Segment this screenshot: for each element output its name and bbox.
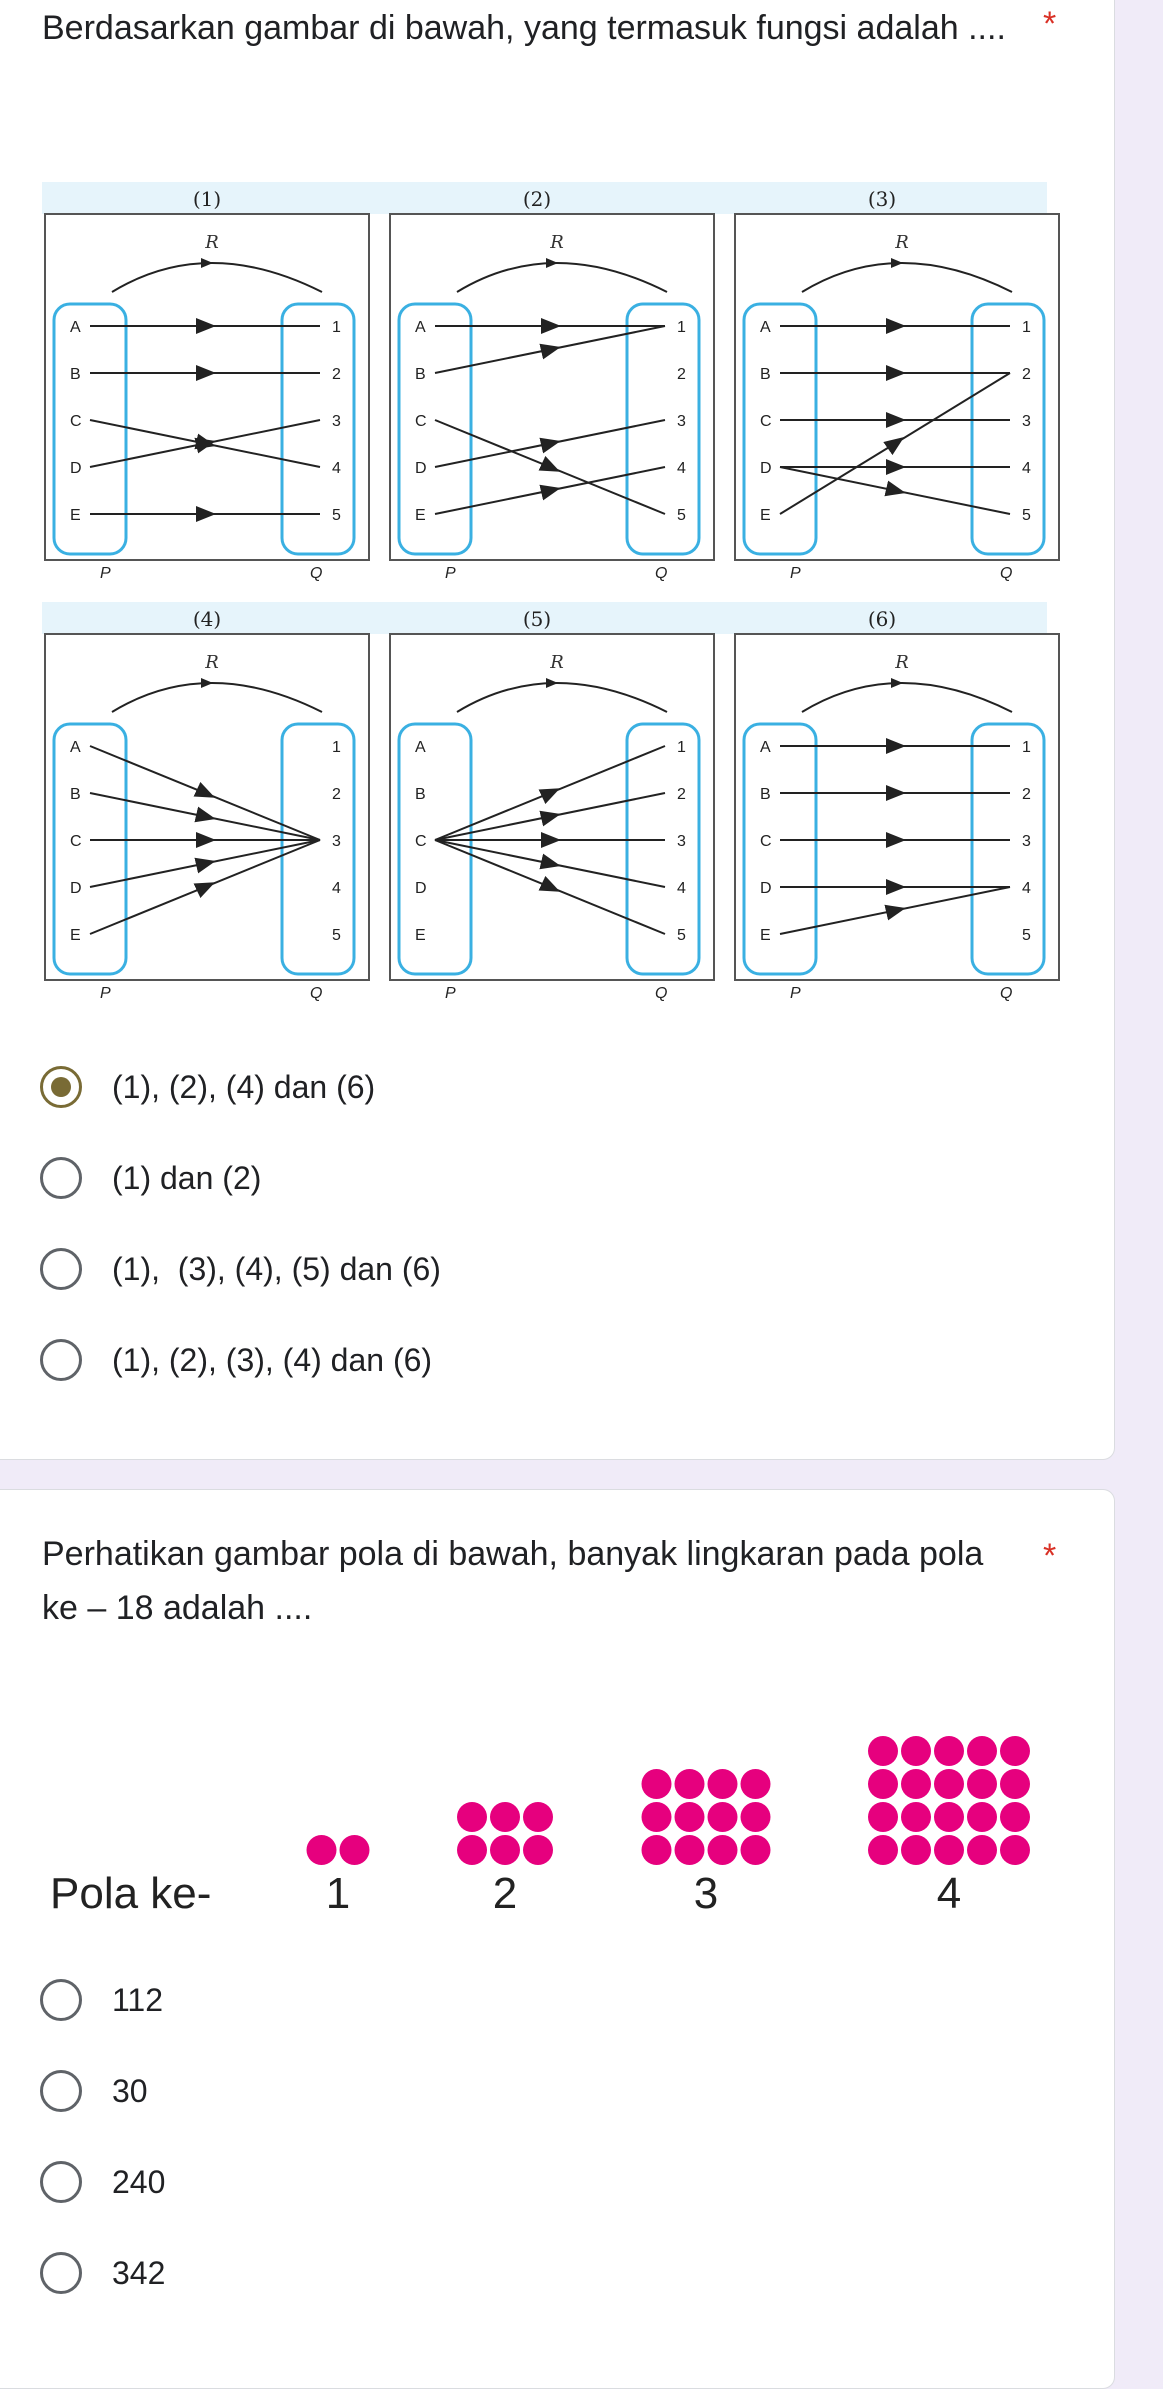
codomain-label: Q (1000, 985, 1012, 1002)
pattern-1 (307, 1835, 370, 1865)
domain-label: P (100, 985, 111, 1002)
diagram-panel-4 (42, 602, 387, 1002)
relation-label: R (204, 652, 219, 673)
domain-element: E (70, 507, 81, 524)
diagram-panel-3 (717, 182, 1059, 582)
mapping-arrowhead (549, 887, 551, 888)
pattern-number: 2 (493, 1869, 517, 1918)
radio-dot (51, 1077, 71, 1097)
mapping-arrowhead (549, 467, 551, 468)
relation-label: R (549, 652, 564, 673)
domain-element: B (760, 366, 771, 383)
option-2[interactable] (40, 1148, 261, 1208)
pattern-dot (675, 1769, 705, 1799)
codomain-element: 3 (332, 833, 341, 850)
codomain-element: 5 (677, 507, 686, 524)
domain-element: E (415, 927, 426, 944)
option-4[interactable] (40, 2243, 165, 2303)
domain-element: B (70, 786, 81, 803)
domain-element: C (70, 833, 82, 850)
pattern-dot (457, 1835, 487, 1865)
pattern-3 (642, 1769, 771, 1865)
option-label: 240 (112, 2164, 165, 2201)
pattern-dot (642, 1835, 672, 1865)
radio-button[interactable] (40, 2161, 82, 2203)
domain-element: C (70, 413, 82, 430)
mapping-arrowhead (894, 443, 896, 444)
codomain-element: 2 (1022, 366, 1031, 383)
panel-frame (45, 634, 369, 980)
option-3[interactable] (40, 2152, 165, 2212)
codomain-element: 3 (677, 833, 686, 850)
domain-element: A (415, 319, 426, 336)
pattern-dot (307, 1835, 337, 1865)
option-label: (1) dan (2) (112, 1160, 261, 1197)
panel-frame (45, 214, 369, 560)
panel-frame (390, 634, 714, 980)
option-4[interactable] (40, 1330, 432, 1390)
diagram-panel-1 (42, 182, 387, 582)
relation-label: R (204, 232, 219, 253)
panel-label: (3) (868, 187, 896, 211)
domain-element: A (415, 739, 426, 756)
domain-element: D (760, 460, 772, 477)
relation-label: R (894, 652, 909, 673)
pattern-dot (708, 1835, 738, 1865)
pattern-dot (642, 1802, 672, 1832)
codomain-element: 1 (332, 319, 341, 336)
question-1-text: Berdasarkan gambar di bawah, yang termasuk fungsi adalah .... (42, 0, 1032, 55)
pattern-number: 1 (326, 1869, 350, 1918)
codomain-label: Q (655, 985, 667, 1002)
option-label: 342 (112, 2255, 165, 2292)
option-1[interactable] (40, 1970, 163, 2030)
pattern-dot (741, 1769, 771, 1799)
pattern-dot (967, 1835, 997, 1865)
option-label: 30 (112, 2073, 148, 2110)
pattern-dot (741, 1835, 771, 1865)
codomain-element: 4 (1022, 880, 1031, 897)
pattern-2 (457, 1802, 553, 1865)
radio-button-selected[interactable] (40, 1066, 82, 1108)
pattern-dot (523, 1802, 553, 1832)
codomain-element: 4 (332, 880, 341, 897)
pattern-dot (708, 1802, 738, 1832)
codomain-element: 2 (332, 366, 341, 383)
domain-element: D (70, 460, 82, 477)
domain-element: C (415, 833, 427, 850)
question-card-2 (0, 1489, 1115, 2389)
domain-element: C (415, 413, 427, 430)
pattern-dot (934, 1769, 964, 1799)
codomain-element: 2 (1022, 786, 1031, 803)
pattern-dot (934, 1736, 964, 1766)
panel-label: (2) (523, 187, 551, 211)
codomain-element: 1 (1022, 319, 1031, 336)
codomain-label: Q (655, 565, 667, 582)
pattern-dot (490, 1835, 520, 1865)
pattern-dot (934, 1835, 964, 1865)
domain-element: A (70, 319, 81, 336)
codomain-element: 5 (1022, 927, 1031, 944)
codomain-element: 5 (677, 927, 686, 944)
domain-label: P (445, 985, 456, 1002)
codomain-element: 1 (677, 739, 686, 756)
domain-element: E (760, 507, 771, 524)
codomain-element: 5 (332, 507, 341, 524)
domain-element: B (760, 786, 771, 803)
pattern-dot (868, 1835, 898, 1865)
option-label: (1), (3), (4), (5) dan (6) (112, 1251, 441, 1288)
dot-pattern-figure (30, 1720, 1090, 1940)
domain-element: A (760, 739, 771, 756)
radio-button[interactable] (40, 1979, 82, 2021)
codomain-element: 2 (677, 786, 686, 803)
pattern-dot (675, 1802, 705, 1832)
codomain-element: 5 (332, 927, 341, 944)
domain-element: D (415, 460, 427, 477)
pattern-dot (901, 1736, 931, 1766)
option-1[interactable] (40, 1057, 375, 1117)
option-label: (1), (2), (4) dan (6) (112, 1069, 375, 1106)
panel-label: (4) (193, 607, 221, 631)
codomain-element: 1 (677, 319, 686, 336)
pattern-dot (1000, 1736, 1030, 1766)
option-label: 112 (112, 1982, 163, 2019)
domain-element: B (70, 366, 81, 383)
pattern-dot (868, 1736, 898, 1766)
mapping-arrowhead (549, 793, 551, 794)
question-2-text: Perhatikan gambar pola di bawah, banyak lingkaran pada pola ke – 18 adalah .... (42, 1527, 1002, 1635)
domain-element: A (70, 739, 81, 756)
domain-element: A (760, 319, 771, 336)
codomain-element: 3 (677, 413, 686, 430)
required-asterisk: * (1043, 1537, 1056, 1576)
panel-label: (6) (868, 607, 896, 631)
domain-element: E (70, 927, 81, 944)
domain-element: C (760, 413, 772, 430)
diagram-panel-5 (372, 602, 717, 1002)
pattern-dot (340, 1835, 370, 1865)
domain-element: E (415, 507, 426, 524)
panel-frame (735, 214, 1059, 560)
domain-element: D (760, 880, 772, 897)
pattern-dot (490, 1802, 520, 1832)
mapping-arrowhead (204, 793, 206, 794)
relation-diagrams-figure (42, 182, 1062, 1027)
codomain-element: 4 (1022, 460, 1031, 477)
mapping-arrowhead (204, 887, 206, 888)
pattern-number: 3 (694, 1869, 718, 1918)
pattern-dot (967, 1736, 997, 1766)
domain-element: D (70, 880, 82, 897)
codomain-label: Q (310, 565, 322, 582)
codomain-element: 4 (332, 460, 341, 477)
codomain-element: 4 (677, 460, 686, 477)
pattern-dot (901, 1802, 931, 1832)
radio-button[interactable] (40, 2252, 82, 2294)
domain-element: B (415, 366, 426, 383)
option-3[interactable] (40, 1239, 441, 1299)
pattern-dot (1000, 1835, 1030, 1865)
pattern-dot (901, 1835, 931, 1865)
pattern-dot (967, 1769, 997, 1799)
radio-button[interactable] (40, 1248, 82, 1290)
radio-button[interactable] (40, 1157, 82, 1199)
codomain-element: 2 (677, 366, 686, 383)
pattern-row-label: Pola ke- (50, 1869, 211, 1918)
domain-element: B (415, 786, 426, 803)
codomain-label: Q (1000, 565, 1012, 582)
codomain-element: 4 (677, 880, 686, 897)
codomain-element: 3 (332, 413, 341, 430)
option-2[interactable] (40, 2061, 148, 2121)
option-label: (1), (2), (3), (4) dan (6) (112, 1342, 432, 1379)
codomain-label: Q (310, 985, 322, 1002)
domain-label: P (790, 985, 801, 1002)
radio-button[interactable] (40, 2070, 82, 2112)
pattern-dot (1000, 1769, 1030, 1799)
diagram-panel-6 (717, 602, 1059, 1002)
panel-frame (735, 634, 1059, 980)
pattern-dot (934, 1802, 964, 1832)
panel-label: (5) (523, 607, 551, 631)
codomain-element: 2 (332, 786, 341, 803)
pattern-dot (457, 1802, 487, 1832)
domain-element: D (415, 880, 427, 897)
panel-label: (1) (193, 187, 221, 211)
domain-label: P (790, 565, 801, 582)
pattern-dot (1000, 1802, 1030, 1832)
codomain-element: 1 (332, 739, 341, 756)
radio-button[interactable] (40, 1339, 82, 1381)
codomain-element: 3 (1022, 833, 1031, 850)
required-asterisk: * (1043, 5, 1056, 44)
domain-label: P (445, 565, 456, 582)
pattern-dot (868, 1802, 898, 1832)
pattern-dot (523, 1835, 553, 1865)
pattern-number: 4 (937, 1869, 961, 1918)
relation-label: R (894, 232, 909, 253)
panel-frame (390, 214, 714, 560)
domain-element: E (760, 927, 771, 944)
pattern-dot (741, 1802, 771, 1832)
diagram-panel-2 (372, 182, 717, 582)
codomain-element: 5 (1022, 507, 1031, 524)
pattern-dot (901, 1769, 931, 1799)
pattern-dot (642, 1769, 672, 1799)
pattern-dot (868, 1769, 898, 1799)
pattern-dot (675, 1835, 705, 1865)
pattern-dot (708, 1769, 738, 1799)
codomain-element: 3 (1022, 413, 1031, 430)
pattern-4 (868, 1736, 1030, 1865)
codomain-element: 1 (1022, 739, 1031, 756)
domain-label: P (100, 565, 111, 582)
relation-label: R (549, 232, 564, 253)
domain-element: C (760, 833, 772, 850)
pattern-dot (967, 1802, 997, 1832)
